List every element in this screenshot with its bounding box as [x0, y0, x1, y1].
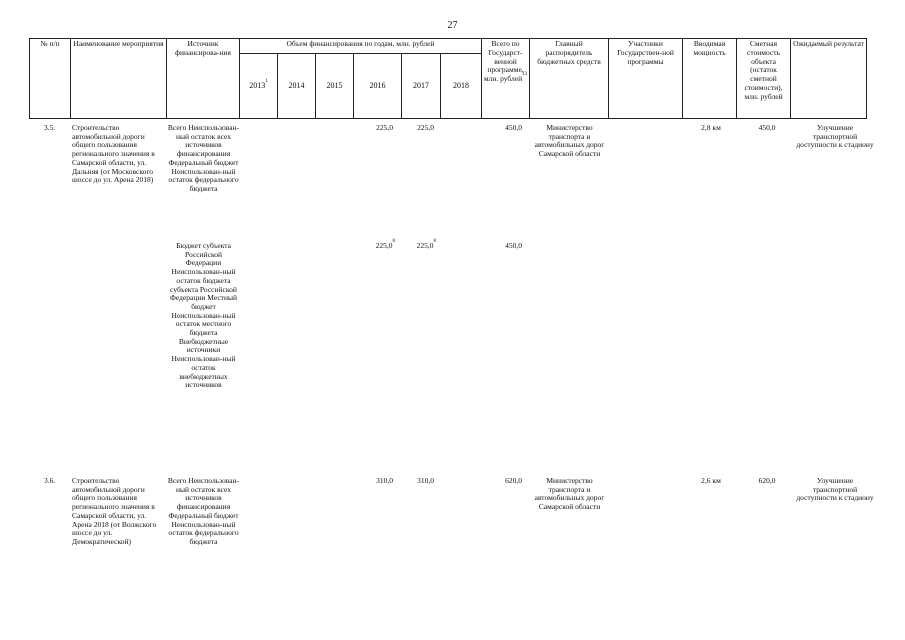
col-volume-header: Объем финансирования по годам, млн. рублей — [240, 39, 482, 54]
year-header-2016: 2016 — [354, 54, 402, 119]
year-header-2018: 2018 — [441, 54, 482, 119]
expected-result: Улучшение транспортной доступности к стадиону — [796, 476, 874, 503]
col-participants-header: Участники Государствен-ной программы — [609, 39, 683, 119]
value-total: 620,0 — [505, 476, 522, 485]
value-total-regional: 450,0 — [505, 241, 522, 250]
page-number: 27 — [447, 20, 458, 31]
measure-name: Строительство автомобильной дороги общего пользования регионального значения в Самарской области, ул. Арена 2018 (от Волжского шоссе до ул. Демократической) — [72, 476, 157, 546]
funding-sources: Бюджет субъекта Российской Федерации Неиспользован-ный остаток бюджета субъекта Российской Федерации Местный бюджет Неиспользован-ный остаток местного бюджета Внебюджетные источники Неиспользован-ный остаток внебюджетных источников — [169, 241, 238, 390]
header-table — [29, 38, 867, 119]
col-no-header: № п/п — [30, 39, 71, 119]
budget-manager: Министерство транспорта и автомобильных дорог Самарской области — [534, 123, 605, 159]
col-manager-header: Главный распорядитель бюджетных средств — [530, 39, 609, 119]
col-cost-header: Сметная стоимость объекта (остаток сметной стоимости), млн. рублей — [737, 39, 791, 119]
col-name-header: Наименование мероприятия — [71, 39, 167, 119]
year-header-2014: 2014 — [278, 54, 316, 119]
col-source-header: Источник финансирова-ния — [167, 39, 240, 119]
funding-sources: Всего Неиспользован-ный остаток всех источников финансирования Федеральный бюджет Неиспользован-ный остаток федерального бюджета — [167, 476, 240, 546]
value-2017: 225,0 — [417, 123, 434, 132]
value-2017: 310,0 — [417, 476, 434, 485]
col-capacity-header: Вводимая мощность — [683, 39, 737, 119]
capacity: 2,8 км — [701, 123, 721, 132]
budget-manager: Министерство транспорта и автомобильных дорог Самарской области — [534, 476, 605, 512]
col-total-header: Всего по Государст-венной программе, млн. рублей$^{13}$ — [482, 39, 530, 119]
value-2017-regional: 225,0$^8$ — [416, 239, 436, 250]
capacity: 2,6 км — [701, 476, 721, 485]
funding-sources: Всего Неиспользован-ный остаток всех источников финансирования Федеральный бюджет Неиспользован-ный остаток федерального бюджета — [167, 123, 240, 193]
row-number: 3.6. — [44, 476, 56, 485]
value-2016-regional: 225,0$^8$ — [375, 239, 395, 250]
row-number: 3.5. — [44, 123, 56, 132]
year-header-2017: 2017 — [402, 54, 441, 119]
year-header-2013: 2013$^1$ — [240, 54, 278, 119]
estimated-cost: 620,0 — [758, 476, 776, 485]
measure-name: Строительство автомобильной дороги общего пользования регионального значения в Самарской области, ул. Дальняя (от Московского шоссе до ул. Арена 2018) — [72, 123, 155, 185]
estimated-cost: 450,0 — [758, 123, 776, 132]
value-total: 450,0 — [505, 123, 522, 132]
value-2016: 225,0 — [376, 123, 393, 132]
value-2016: 310,0 — [376, 476, 393, 485]
col-result-header: Ожидаемый результат — [791, 39, 867, 119]
expected-result: Улучшение транспортной доступности к стадиону — [796, 123, 874, 150]
year-header-2015: 2015 — [316, 54, 354, 119]
